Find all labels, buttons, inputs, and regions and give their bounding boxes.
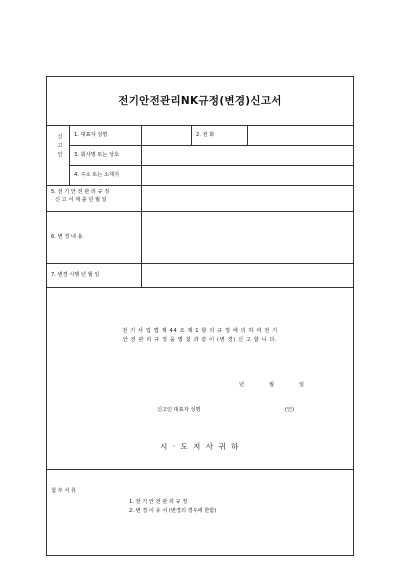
company-name-field[interactable]: [142, 146, 352, 165]
submit-date-label-line2: 신 고 서 제 출 년 월 일: [55, 197, 107, 203]
date-month: 월: [269, 382, 275, 388]
applicant-char: 인: [57, 152, 63, 158]
divider: [47, 287, 353, 288]
attachments-label: 첨 부 서 류: [51, 488, 76, 494]
submit-date-field[interactable]: [142, 186, 352, 211]
signer-label: 신고인 대표자 성명: [157, 407, 201, 413]
address-field[interactable]: [142, 166, 352, 185]
date-day: 일: [299, 382, 305, 388]
seal-mark: (인): [285, 407, 295, 413]
form-title: 전기안전관리NK규정(변경)신고서: [118, 95, 282, 107]
applicant-char: 고: [57, 143, 63, 149]
change-content-label: 6. 변 경 내 용: [51, 234, 83, 240]
applicant-label: [51, 133, 69, 160]
change-content-field[interactable]: [142, 212, 352, 263]
attachment-item: 1. 전 기 안 전 관 리 규 정: [129, 499, 188, 505]
effective-date-label: 7. 변경 시행 년 월 일: [51, 272, 100, 278]
submit-date-label-line1: 5. 전 기 안 전 관 리 규 정: [51, 189, 110, 195]
attachment-item: 2. 변 경 이 유 서 (변경의 경우에 한함): [129, 508, 217, 514]
company-name-label: 3. 회사명 또는 상호: [74, 152, 119, 158]
divider: [191, 125, 192, 145]
divider: [69, 125, 70, 185]
representative-name-label: 1. 대표자 성명: [74, 132, 108, 138]
address-label: 4. 주소 또는 소재지: [74, 172, 119, 178]
statement-line-2: 안 전 관 리 규 정 을 별 첨 과 같 이 (변 경) 신 고 합 니 다.: [122, 337, 278, 343]
effective-date-field[interactable]: [142, 264, 352, 287]
phone-field[interactable]: [248, 126, 352, 145]
representative-name-field[interactable]: [142, 126, 190, 145]
date-year: 년: [239, 382, 245, 388]
phone-label: 2. 전 화: [196, 132, 215, 138]
divider: [47, 469, 353, 470]
statement-line-1: 전 기 사 업 법 제 44 조 제 1 항 의 규 정 에 의 하 여 전 기: [122, 328, 278, 334]
addressee: 시 · 도 지 사 귀 하: [160, 442, 240, 451]
report-form: [46, 76, 354, 556]
applicant-char: 신: [57, 134, 63, 140]
